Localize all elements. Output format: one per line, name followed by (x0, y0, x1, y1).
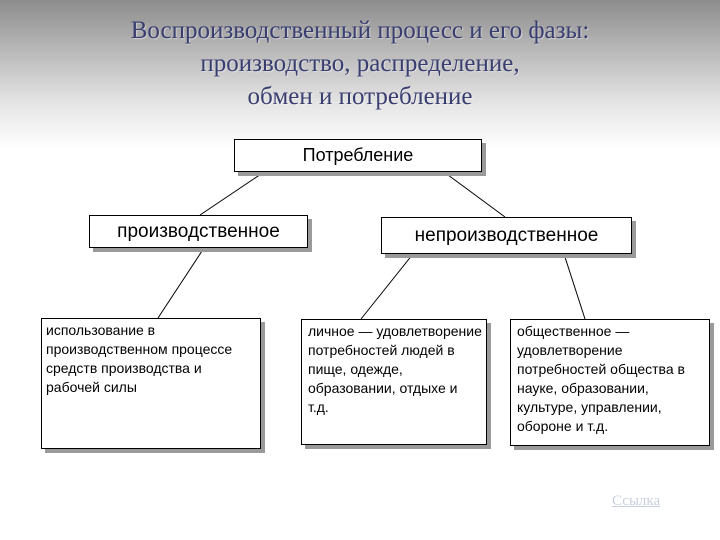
connector-left-leaf (158, 248, 204, 318)
node-productive-label: производственное (117, 220, 280, 242)
node-public-text: общественное — удовлетворение потребностей общества в науке, образовании, культуре, управлении, обороне и т.д. (517, 323, 685, 434)
connector-right-leaf-right (564, 254, 585, 319)
connector-root-right (444, 172, 505, 217)
node-public (510, 319, 710, 446)
node-nonproductive-label: непроизводственное (414, 224, 599, 246)
connector-right-leaf-middle (361, 254, 413, 319)
node-nonproductive (381, 217, 632, 254)
node-productive-use-text: использование в производственном процессе средств производства и рабочей силы (46, 322, 233, 395)
node-personal-text: личное — удовлетворение потребностей людей в пище, одежде, образовании, отдыхе и т.д. (308, 323, 482, 415)
node-personal (301, 319, 487, 445)
title-line-1: Воспроизводственный процесс и его фазы: (130, 17, 590, 44)
reference-link[interactable]: Ссылка (612, 493, 661, 509)
title-line-2: производство, распределение, (200, 50, 520, 77)
node-productive (89, 215, 308, 248)
connector-root-left (200, 172, 264, 215)
title-line-3: обмен и потребление (247, 83, 473, 110)
node-consumption (234, 139, 482, 172)
node-productive-use (41, 318, 261, 449)
node-consumption-label: Потребление (302, 145, 414, 165)
